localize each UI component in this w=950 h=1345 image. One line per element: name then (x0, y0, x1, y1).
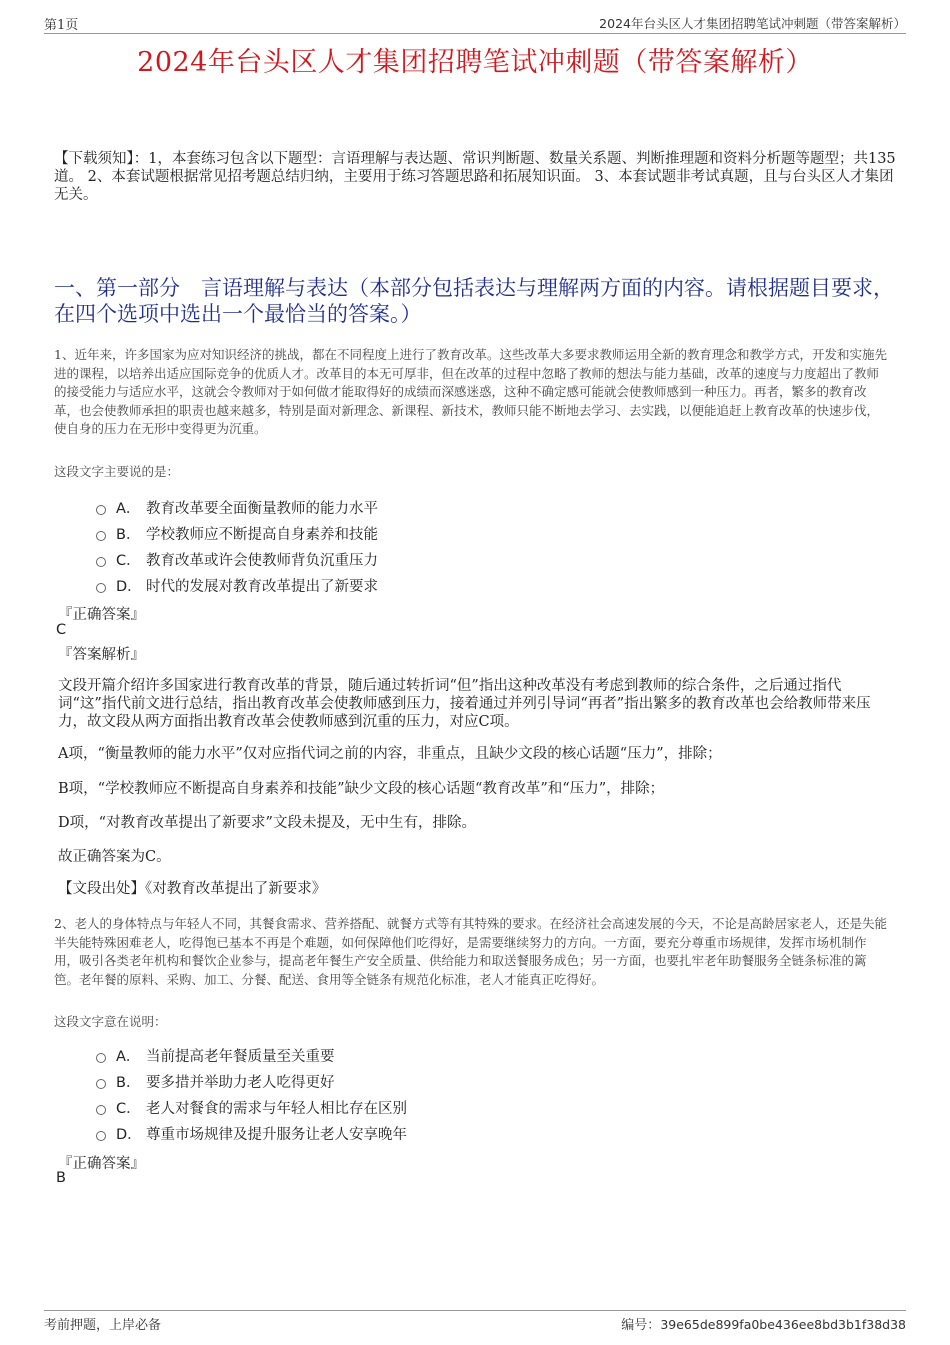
option-text: 学校教师应不断提高自身素养和技能 (146, 527, 378, 543)
question-2-option-c[interactable] (96, 1097, 407, 1118)
question-2-answer: B (56, 1170, 66, 1186)
question-2-prompt: 这段文字意在说明： (54, 1014, 167, 1029)
question-1-answer: C (56, 622, 67, 638)
option-text: 教育改革或许会使教师背负沉重压力 (146, 553, 378, 569)
option-letter: A． (116, 1049, 141, 1065)
question-1-option-d[interactable] (96, 575, 378, 596)
option-text: 教育改革要全面衡量教师的能力水平 (146, 501, 378, 517)
document-title: 2024年台头区人才集团招聘笔试冲刺题（带答案解析） (137, 47, 813, 78)
radio-icon[interactable] (96, 531, 106, 541)
page-number: 第1页 (44, 18, 79, 33)
question-1-answer-label: 『正确答案』 (58, 607, 145, 623)
question-2-option-a[interactable] (96, 1045, 335, 1066)
radio-icon[interactable] (96, 1053, 106, 1063)
question-1-analysis-label: 『答案解析』 (58, 647, 145, 663)
analysis-paragraph: 文段开篇介绍许多国家进行教育改革的背景，随后通过转折词“但”指出这种改革没有考虑到教师的综合条件，之后通过指代词“这”指代前文进行总结，指出教育改革会使教师感到压力，接着通过并列引导词“再者”指出繁多的教育改革也会给教师带来压力，故文段从两方面指出教育改革会使教师感到沉重的压力，对应C项。 (58, 678, 871, 730)
section-title: 一、第一部分 言语理解与表达（本部分包括表达与理解两方面的内容。请根据题目要求，在四个选项中选出一个最恰当的答案。） (54, 276, 894, 326)
option-letter: D． (116, 579, 142, 595)
analysis-paragraph: D项，“对教育改革提出了新要求”文段未提及，无中生有，排除。 (58, 815, 476, 831)
analysis-conclusion: 故正确答案为C。 (58, 849, 171, 865)
question-1-prompt: 这段文字主要说的是： (54, 464, 180, 479)
footer-code (621, 1314, 906, 1333)
radio-icon[interactable] (96, 1131, 106, 1141)
footer-divider (44, 1310, 906, 1311)
option-letter: C． (116, 1101, 141, 1117)
option-letter: A． (116, 501, 141, 517)
radio-icon[interactable] (96, 505, 106, 515)
radio-icon[interactable] (96, 557, 106, 567)
option-text: 要多措并举助力老人吃得更好 (146, 1075, 335, 1091)
radio-icon[interactable] (96, 1079, 106, 1089)
question-1-option-b[interactable] (96, 523, 378, 544)
option-letter: B． (116, 527, 141, 543)
radio-icon[interactable] (96, 583, 106, 593)
question-1-option-c[interactable] (96, 549, 378, 570)
header-divider (44, 33, 906, 34)
option-letter: D． (116, 1127, 142, 1143)
question-2-passage: 2、老人的身体特点与年轻人不同，其餐食需求、营养搭配、就餐方式等有其特殊的要求。在经济社会高速发展的今天，不论是高龄居家老人，还是失能半失能特殊困难老人，吃得饱已基本不再是个难题，如何保障他们吃得好，是需要继续努力的方向。一方面，要充分尊重市场规律，发挥市场机制作用，吸引各类老年机构和餐饮企业参与，提高老年餐生产安全质量、供给能力和取送餐服务成色；另一方面，也要扎牢老年助餐服务全链条标准的篱笆。老年餐的原料、采购、加工、分餐、配送、食用等全链条有规范化标准，老人才能真正吃得好。 (54, 916, 887, 987)
option-text: 时代的发展对教育改革提出了新要求 (146, 579, 378, 595)
option-letter: C． (116, 553, 141, 569)
download-notice: 【下载须知】：1，本套练习包含以下题型：言语理解与表达题、常识判断题、数量关系题、判断推理题和资料分析题等题型；共135道。 2、本套试题根据常见招考题总结归纳，主要用于练习答题思路和拓展知识面。 3、本套试题非考试真题，且与台头区人才集团无关。 (54, 151, 896, 203)
radio-icon[interactable] (96, 1105, 106, 1115)
option-text: 尊重市场规律及提升服务让老人安享晚年 (146, 1127, 407, 1143)
question-1-passage: 1、近年来，许多国家为应对知识经济的挑战，都在不同程度上进行了教育改革。这些改革大多要求教师运用全新的教育理念和教学方式，开发和实施先进的课程，以培养出适应国际竞争的优质人才。改革目的本无可厚非，但在改革的过程中忽略了教师的想法与能力基础，改革的速度与力度超出了教师的接受能力与适应水平，这就会令教师对于如何做才能取得好的成绩而深感迷惑，这种不确定感可能就会使教师感到一种压力。再者，繁多的教育改革，也会使教师承担的职责也越来越多，特别是面对新理念、新课程、新技术，教师只能不断地去学习、去实践，以便能追赶上教育改革的快速步伐，使自身的压力在无形中变得更为沉重。 (54, 347, 887, 436)
passage-source: 【文段出处】《对教育改革提出了新要求》 (58, 881, 327, 897)
option-letter: B． (116, 1075, 141, 1091)
option-text: 老人对餐食的需求与年轻人相比存在区别 (146, 1101, 407, 1117)
analysis-paragraph: A项，“衡量教师的能力水平”仅对应指代词之前的内容，非重点，且缺少文段的核心话题“压力”，排除； (58, 746, 722, 762)
question-1-option-a[interactable] (96, 497, 378, 518)
header-doc-title: 2024年台头区人才集团招聘笔试冲刺题（带答案解析） (599, 16, 906, 31)
footer-code-label: 编号： (621, 1318, 661, 1333)
analysis-paragraph: B项，“学校教师应不断提高自身素养和技能”缺少文段的核心话题“教育改革”和“压力”，排除； (58, 781, 665, 797)
question-2-option-d[interactable] (96, 1123, 407, 1144)
question-2-option-b[interactable] (96, 1071, 335, 1092)
question-2-answer-label: 『正确答案』 (58, 1156, 145, 1172)
option-text: 当前提高老年餐质量至关重要 (146, 1049, 335, 1065)
footer-code-value: 39e65de899fa0be436ee8bd3b1f38d38 (660, 1317, 906, 1332)
footer-slogan: 考前押题，上岸必备 (44, 1318, 162, 1333)
